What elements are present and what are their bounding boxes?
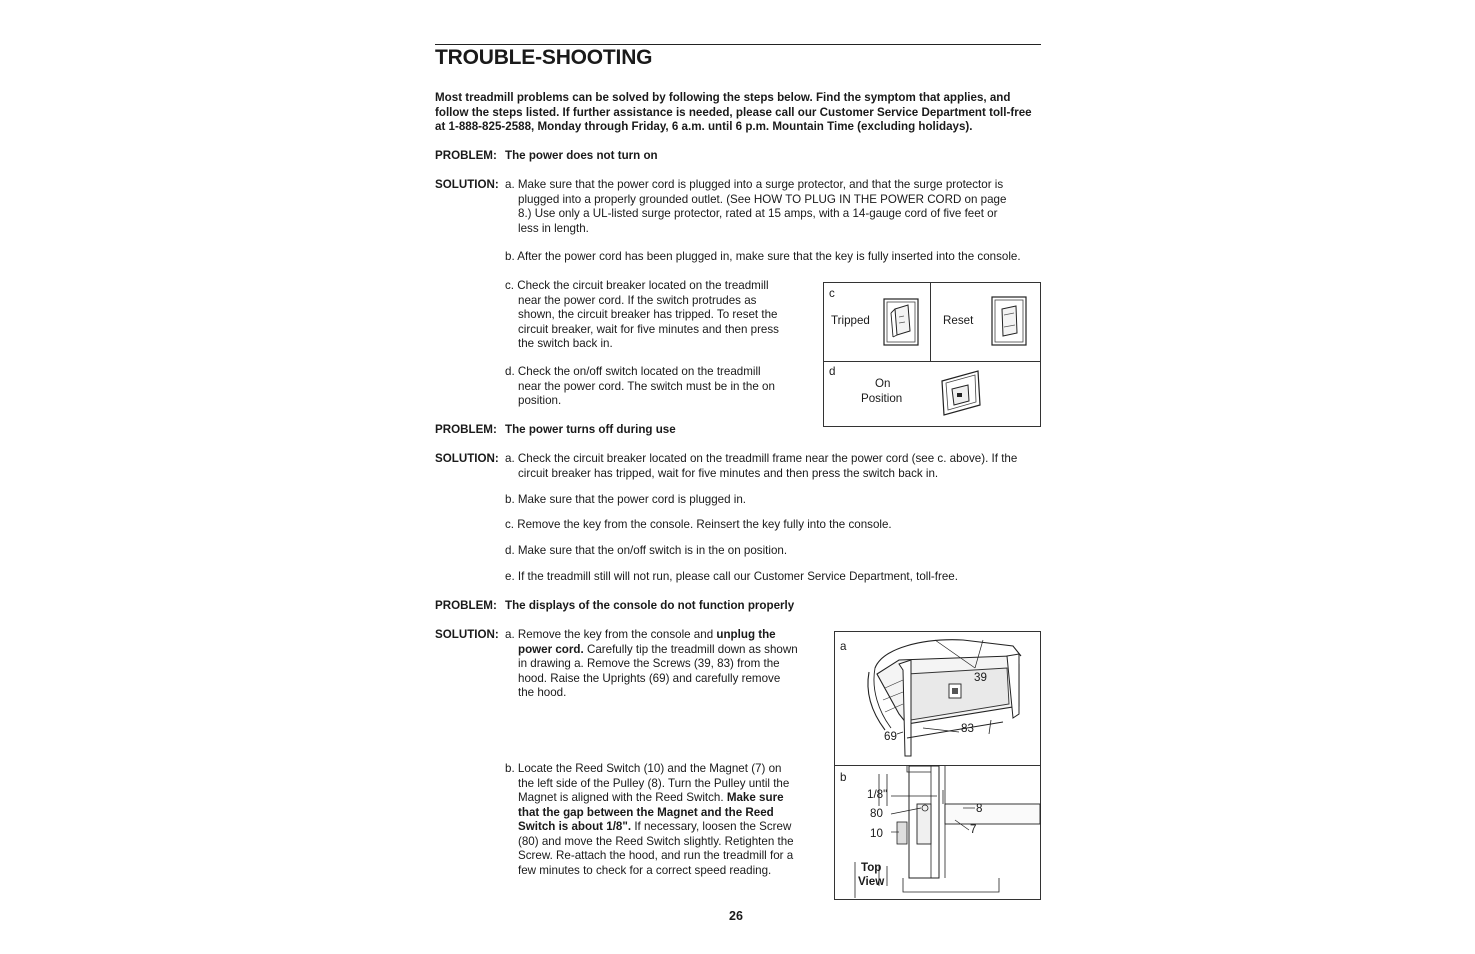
part-10-label: 10	[870, 827, 883, 840]
text-line	[505, 628, 798, 643]
position-label: Position	[861, 392, 903, 405]
text-line	[505, 820, 794, 835]
tripped-label: Tripped	[831, 314, 870, 327]
p1-solution-c	[505, 279, 779, 352]
problem-label: PROBLEM:	[435, 423, 497, 436]
text-run: Magnet is aligned with the Reed Switch.	[518, 791, 727, 804]
text-line	[505, 791, 794, 806]
text-run: a. Remove the key from the console and	[505, 628, 717, 641]
text-line: a. Check the circuit breaker located on the treadmill frame near the power cord (see c. above). If the	[505, 452, 1018, 465]
problem-label: PROBLEM:	[435, 599, 497, 612]
text-line: d. Check the on/off switch located on the treadmill	[505, 365, 761, 378]
text-line: in drawing a. Remove the Screws (39, 83) from the	[518, 657, 780, 670]
text-run: Carefully tip the treadmill down as shown	[583, 642, 798, 656]
text-line: the left side of the Pulley (8). Turn the Pulley until the	[518, 776, 790, 790]
problem-3-text: The displays of the console do not function properly	[505, 599, 795, 612]
text-line: that the gap between the Magnet and the Reed	[518, 805, 774, 819]
text-line	[505, 643, 798, 658]
text-line: circuit breaker, wait for five minutes and then press	[518, 322, 779, 336]
figure-treadmill-hood-reed-switch	[834, 631, 1041, 900]
text-line: c. Check the circuit breaker located on the treadmill	[505, 279, 769, 292]
page-number: 26	[729, 909, 743, 923]
figure-label-d: d	[829, 365, 836, 378]
text-run-bold: power cord.	[518, 642, 584, 656]
text-line: plugged into a properly grounded outlet. (See HOW TO PLUG IN THE POWER CORD on page	[518, 192, 1007, 206]
on-label: On	[875, 377, 891, 390]
intro-paragraph: Most treadmill problems can be solved by following the steps below. Find the symptom that applies, and follow the steps listed. If further assistance is needed, please call our Customer Service Department toll-free at 1-888-825-2588, Monday through Friday, 6 a.m. until 6 p.m. Mountain Time (excluding holidays).	[435, 91, 1032, 133]
p2-solution-d: d. Make sure that the on/off switch is in the on position.	[505, 544, 788, 557]
page-title: TROUBLE-SHOOTING	[435, 46, 653, 69]
p2-solution-a	[505, 452, 1017, 481]
reset-label: Reset	[943, 314, 974, 327]
p2-solution-c: c. Remove the key from the console. Reinsert the key fully into the console.	[505, 518, 892, 531]
figure-divider	[824, 361, 1040, 362]
breaker-reset-icon	[990, 293, 1030, 349]
text-run-bold: Make sure	[726, 791, 784, 804]
on-off-switch-icon	[938, 367, 984, 417]
figure-label-c: c	[829, 287, 835, 300]
part-8-label: 8	[976, 802, 983, 815]
text-line: position.	[518, 394, 562, 407]
figure-label-b: b	[840, 771, 847, 784]
text-line: the switch back in.	[518, 337, 613, 350]
text-line: near the power cord. The switch must be in the on	[518, 379, 775, 393]
solution-label: SOLUTION:	[435, 628, 499, 641]
p2-solution-b: b. Make sure that the power cord is plugged in.	[505, 493, 747, 506]
figure-divider	[930, 283, 931, 361]
p3-solution-a	[505, 628, 798, 701]
text-run-bold: Switch is about 1/8".	[518, 820, 632, 833]
part-69-label: 69	[884, 730, 897, 743]
text-line: a. Make sure that the power cord is plugged into a surge protector, and that the surge protector is	[505, 178, 1004, 191]
p1-solution-b: b. After the power cord has been plugged in, make sure that the key is fully inserted into the console.	[505, 250, 1021, 263]
figure-circuit-breaker-switch	[823, 282, 1041, 427]
part-83-label: 83	[961, 722, 974, 735]
text-line: 8.) Use only a UL-listed surge protector, rated at 15 amps, with a 14-gauge cord of five feet or	[518, 207, 998, 220]
p1-solution-a	[505, 178, 1006, 236]
solution-label: SOLUTION:	[435, 178, 499, 191]
top-view-label: Top	[861, 861, 882, 874]
figure-label-a: a	[840, 640, 847, 653]
text-line: circuit breaker has tripped, wait for five minutes and then press the switch back in.	[518, 466, 939, 480]
text-line: shown, the circuit breaker has tripped. To reset the	[518, 308, 778, 321]
problem-label: PROBLEM:	[435, 149, 497, 162]
text-line: near the power cord. If the switch protrudes as	[518, 293, 757, 307]
p1-solution-d	[505, 365, 775, 409]
part-7-label: 7	[970, 823, 977, 836]
text-line: Screw. Re-attach the hood, and run the treadmill for a	[518, 849, 794, 862]
text-line: less in length.	[518, 221, 589, 235]
part-39-label: 39	[974, 671, 987, 684]
problem-1-text: The power does not turn on	[505, 149, 658, 162]
text-run: If necessary, loosen the Screw	[631, 820, 792, 833]
top-view-label: View	[858, 875, 885, 888]
text-line: hood. Raise the Uprights (69) and carefully remove	[518, 671, 781, 685]
p3-solution-b	[505, 762, 794, 878]
problem-2-text: The power turns off during use	[505, 423, 676, 436]
p2-solution-e: e. If the treadmill still will not run, please call our Customer Service Department, toll-free.	[505, 570, 958, 583]
text-line: b. Locate the Reed Switch (10) and the Magnet (7) on	[505, 762, 782, 775]
breaker-tripped-icon	[882, 293, 922, 349]
part-80-label: 80	[870, 807, 883, 820]
text-line: (80) and move the Reed Switch slightly. Retighten the	[518, 834, 794, 848]
text-line: the hood.	[518, 686, 567, 699]
header-rule	[435, 44, 1041, 45]
text-line: few minutes to check for a correct speed reading.	[518, 863, 772, 877]
gap-1-8-label: 1/8"	[867, 788, 888, 801]
solution-label: SOLUTION:	[435, 452, 499, 465]
text-run-bold: unplug the	[716, 628, 776, 641]
